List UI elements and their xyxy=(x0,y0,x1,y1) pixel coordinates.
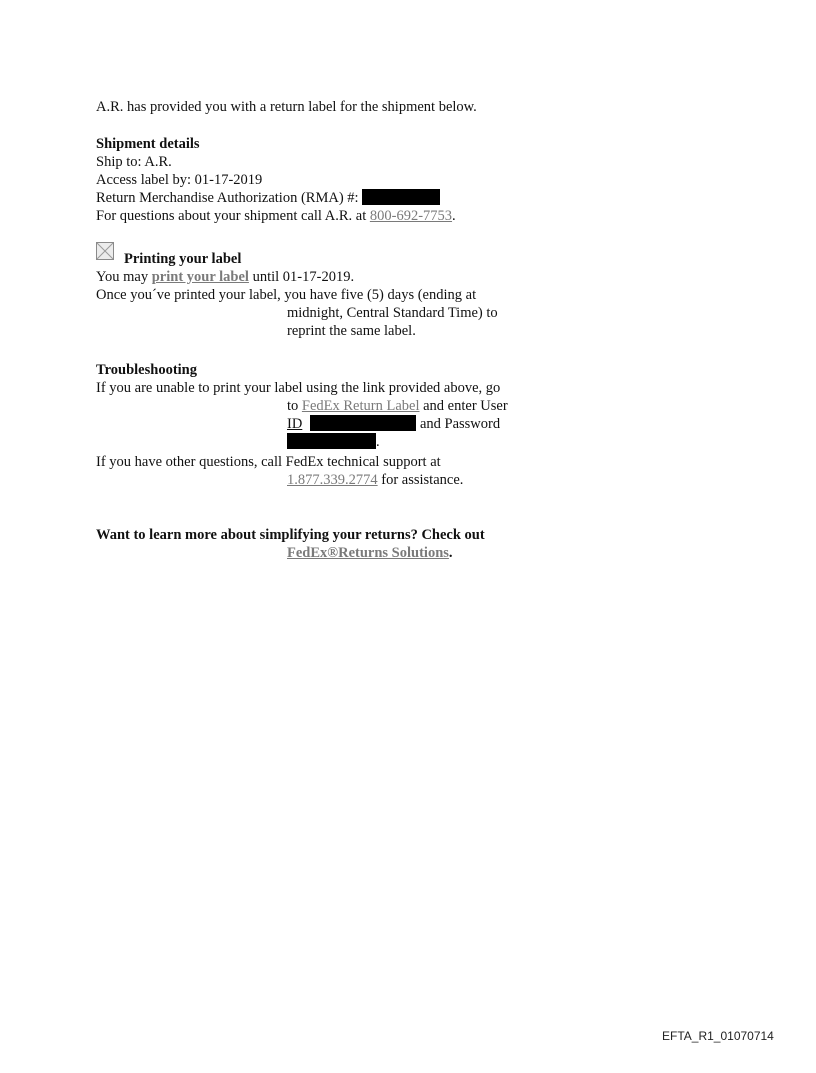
and-password-text: and Password xyxy=(416,416,501,432)
tech-support-line xyxy=(287,471,463,489)
rma-redaction xyxy=(362,189,440,205)
troubleshooting-heading: Troubleshooting xyxy=(96,362,197,378)
troubleshooting-line-3 xyxy=(287,415,500,433)
promo-line-1: Want to learn more about simplifying your returns? Check out xyxy=(96,527,485,543)
reprint-line-2: midnight, Central Standard Time) to xyxy=(287,305,498,321)
troubleshooting-line-2 xyxy=(287,397,508,415)
id-text: ID xyxy=(287,416,303,432)
you-may-text: You may xyxy=(96,269,152,285)
questions-suffix: . xyxy=(452,208,456,224)
intro-text: A.R. has provided you with a return label for the shipment below. xyxy=(96,99,477,115)
other-questions-line: If you have other questions, call FedEx technical support at xyxy=(96,454,441,470)
ship-to-line: Ship to: A.R. xyxy=(96,154,172,170)
user-id-redaction xyxy=(310,415,416,431)
broken-image-icon xyxy=(96,242,114,260)
rma-label: Return Merchandise Authorization (RMA) #: xyxy=(96,190,359,206)
fedex-returns-solutions-link[interactable]: FedEx®Returns Solutions xyxy=(287,545,449,561)
to-text: to xyxy=(287,398,302,414)
print-line xyxy=(96,268,354,286)
printing-heading: Printing your label xyxy=(124,251,242,267)
for-assistance-text: for assistance. xyxy=(377,472,464,488)
print-label-link[interactable]: print your label xyxy=(151,269,249,285)
promo-period: . xyxy=(448,545,453,561)
document-id: EFTA_R1_01070714 xyxy=(662,1029,774,1043)
questions-line xyxy=(96,207,456,225)
ar-phone-link[interactable]: 800-692-7753 xyxy=(369,208,453,224)
shipment-details-heading: Shipment details xyxy=(96,136,200,152)
troubleshooting-line-1: If you are unable to print your label using the link provided above, go xyxy=(96,380,501,396)
troubleshooting-line-4 xyxy=(287,433,380,451)
rma-line xyxy=(96,189,440,207)
questions-prefix: For questions about your shipment call A.R. at xyxy=(96,208,370,224)
promo-line-2 xyxy=(287,544,453,562)
until-text: until 01-17-2019. xyxy=(248,269,355,285)
access-label-line: Access label by: 01-17-2019 xyxy=(96,172,263,188)
reprint-line-3: reprint the same label. xyxy=(287,323,416,339)
password-period: . xyxy=(376,434,380,450)
reprint-line-1: Once you´ve printed your label, you have five (5) days (ending at xyxy=(96,287,477,303)
fedex-tech-phone-link[interactable]: 1.877.339.2774 xyxy=(287,472,378,488)
fedex-return-label-link[interactable]: FedEx Return Label xyxy=(301,398,420,414)
and-enter-text: and enter User xyxy=(419,398,508,414)
password-redaction xyxy=(287,433,376,449)
